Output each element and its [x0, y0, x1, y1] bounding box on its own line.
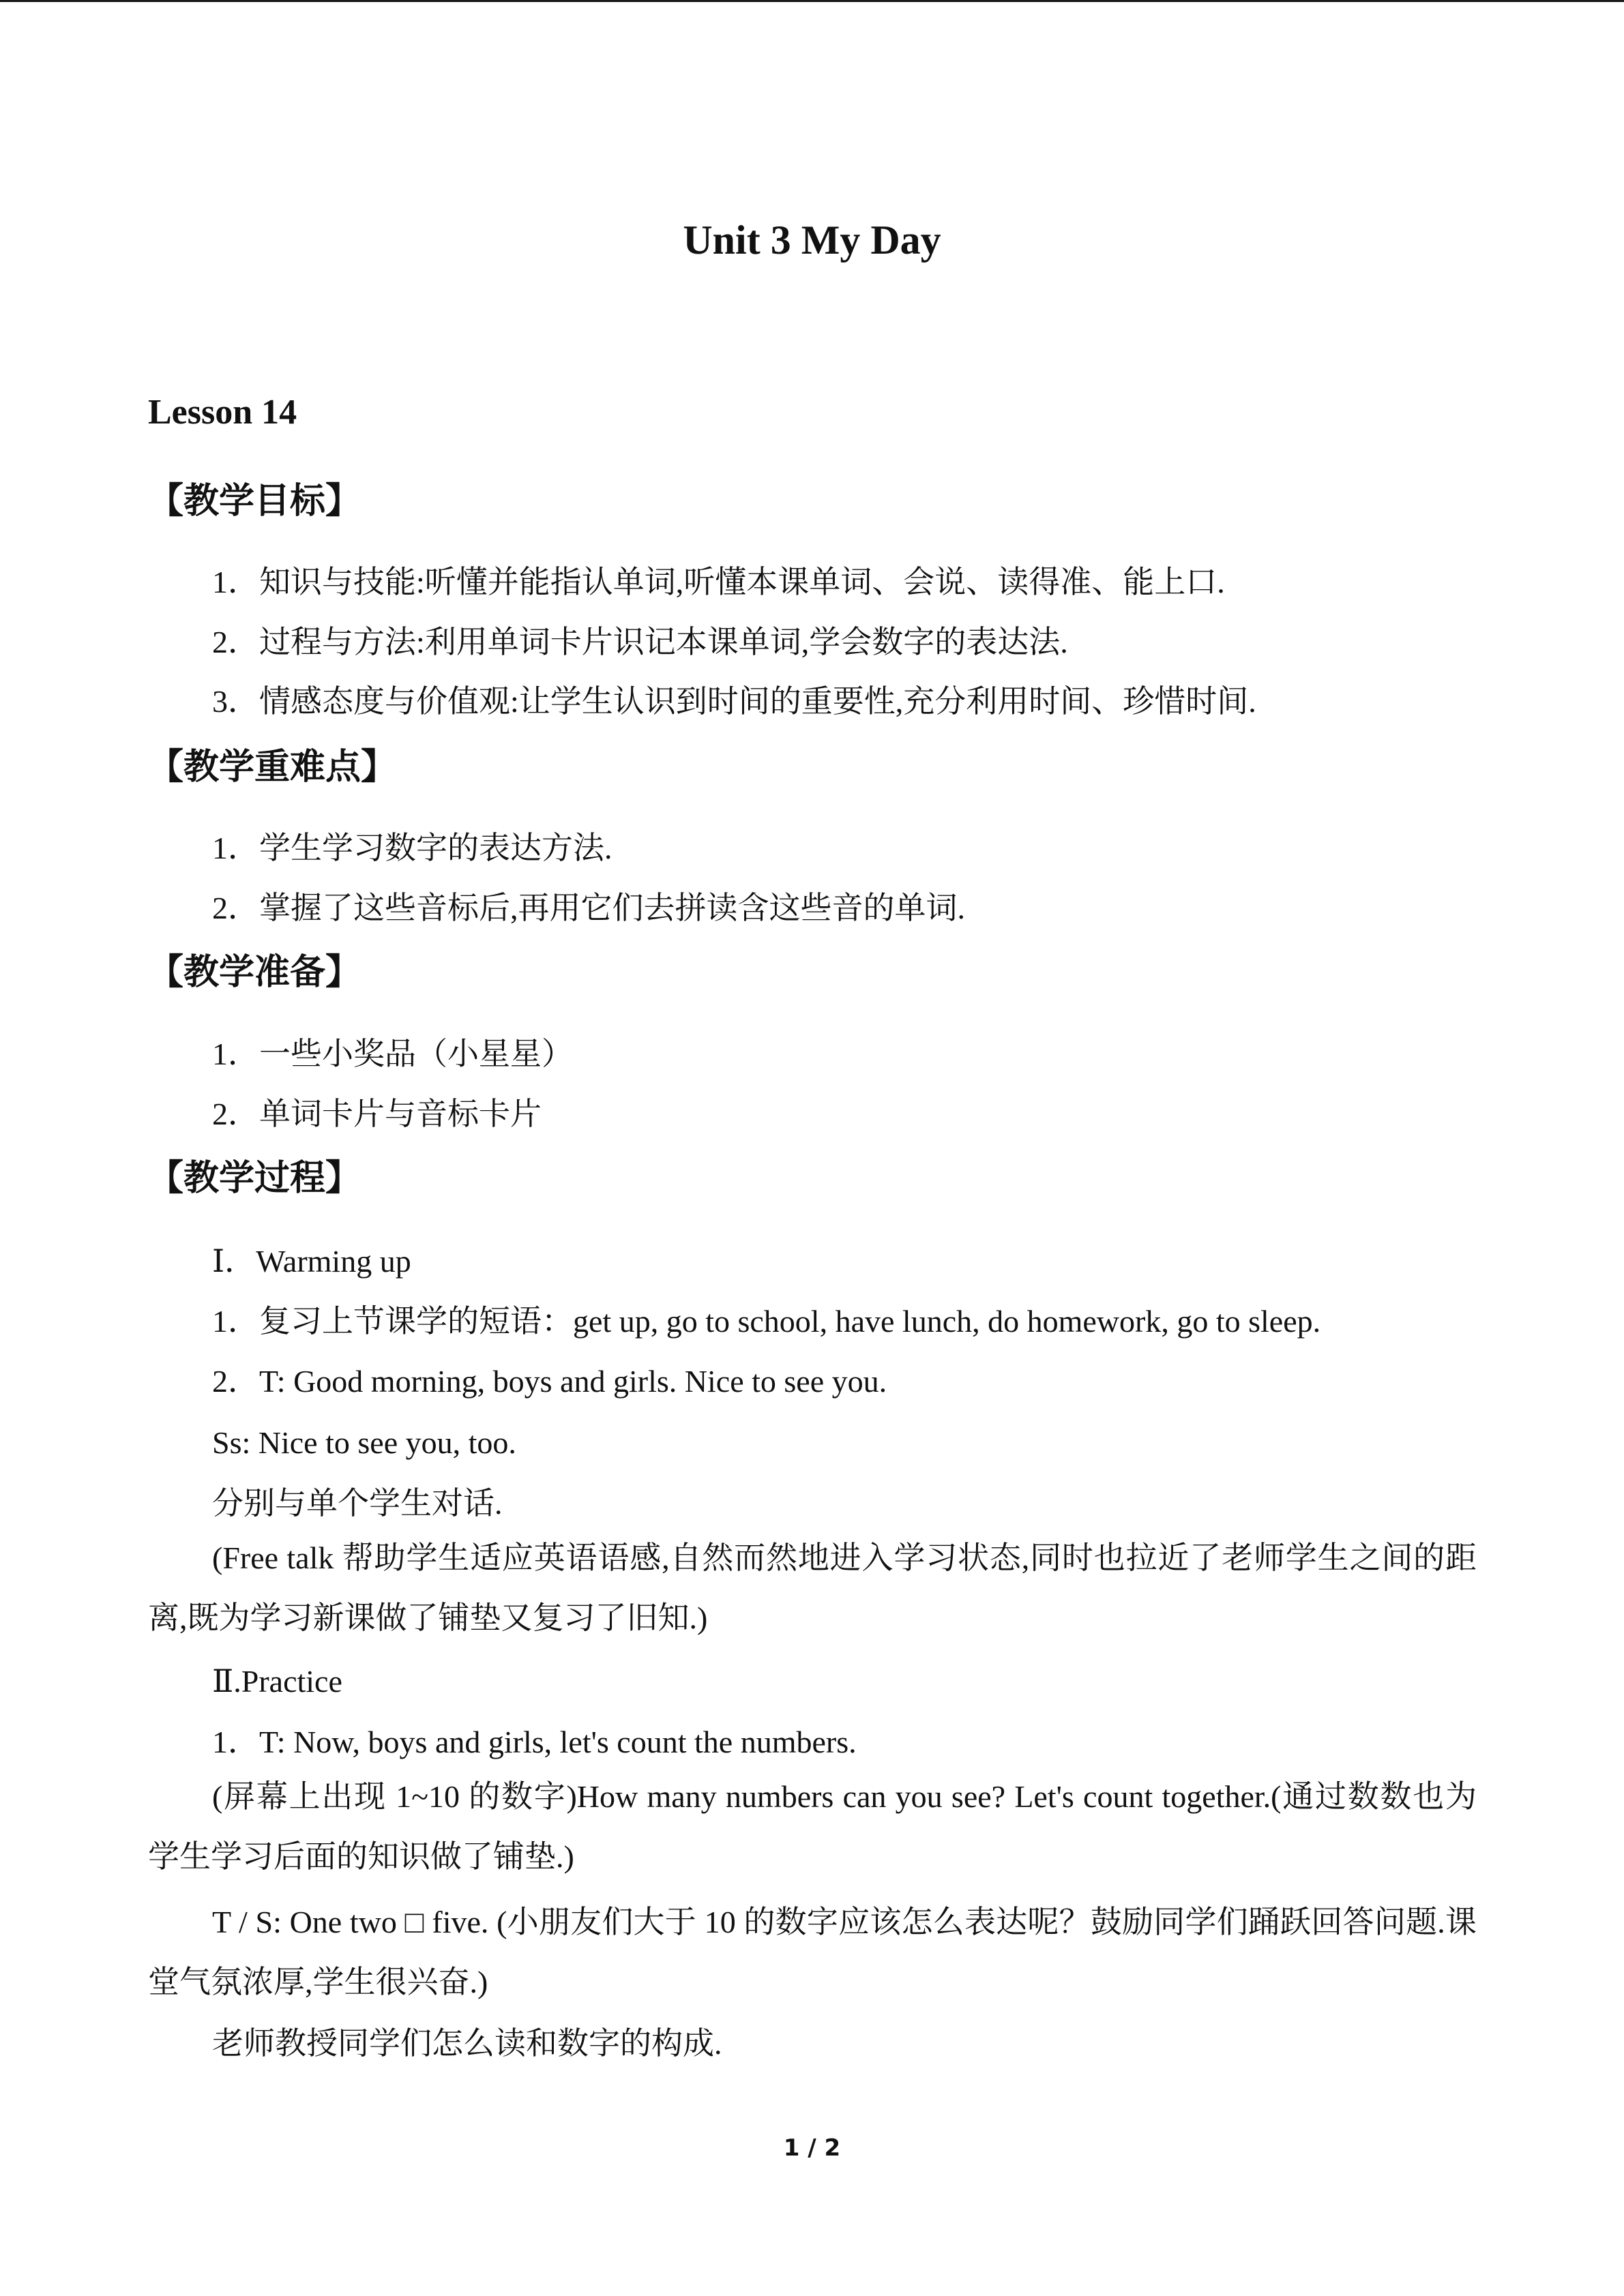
section-heading-process: 【教学过程】 [148, 1158, 361, 1199]
process-paragraph-free-talk: (Free talk 帮助学生适应英语语感,自然而然地进入学习状态,同时也拉近了老师学生之间的距离,既为学习新课做了铺垫又复习了旧知.) [148, 1540, 1477, 1635]
process-line-greeting: 2．T: Good morning, boys and girls. Nice to see you. [212, 1364, 887, 1399]
goals-item-1: 1．知识与技能:听懂并能指认单词,听懂本课单词、会说、读得准、能上口. [212, 565, 1225, 599]
preparation-item-2: 2．单词卡片与音标卡片 [212, 1097, 542, 1131]
process-line-review: 1．复习上节课学的短语：get up, go to school, have lunch, do homework, go to sleep. [212, 1304, 1321, 1339]
process-line-response: Ss: Nice to see you, too. [212, 1425, 516, 1460]
key-points-item-2: 2．掌握了这些音标后,再用它们去拼读含这些音的单词. [212, 891, 965, 925]
lesson-heading: Lesson 14 [148, 393, 297, 432]
key-points-item-1: 1．学生学习数字的表达方法. [212, 831, 612, 865]
process-last-line: 老师教授同学们怎么读和数字的构成. [212, 2026, 722, 2061]
section-heading-goals: 【教学目标】 [148, 481, 361, 522]
section-heading-key-points: 【教学重难点】 [148, 747, 397, 788]
section-heading-preparation: 【教学准备】 [148, 952, 361, 993]
document-title: Unit 3 My Day [683, 218, 941, 263]
process-paragraph-numbers: T / S: One two □ five. (小朋友们大于 10 的数字应该怎么表达呢？鼓励同学们踊跃回答问题.课堂气氛浓厚,学生很兴奋.) [148, 1905, 1477, 1999]
goals-item-3: 3．情感态度与价值观:让学生认识到时间的重要性,充分利用时间、珍惜时间. [212, 684, 1256, 719]
process-warming-up-heading: Ⅰ．Warming up [212, 1244, 411, 1279]
process-line-dialogue: 分别与单个学生对话. [212, 1486, 503, 1521]
preparation-item-1: 1．一些小奖品（小星星） [212, 1037, 573, 1071]
page-number: 1 / 2 [783, 2134, 841, 2162]
process-practice-heading: Ⅱ.Practice [212, 1664, 342, 1699]
goals-item-2: 2．过程与方法:利用单词卡片识记本课单词,学会数字的表达法. [212, 625, 1068, 659]
process-paragraph-count: (屏幕上出现 1~10 的数字)How many numbers can you see? Let's count together.(通过数数也为学生学习后面的知识做了铺垫.) [148, 1779, 1477, 1874]
process-practice-line-1: 1．T: Now, boys and girls, let's count the numbers. [212, 1725, 857, 1759]
